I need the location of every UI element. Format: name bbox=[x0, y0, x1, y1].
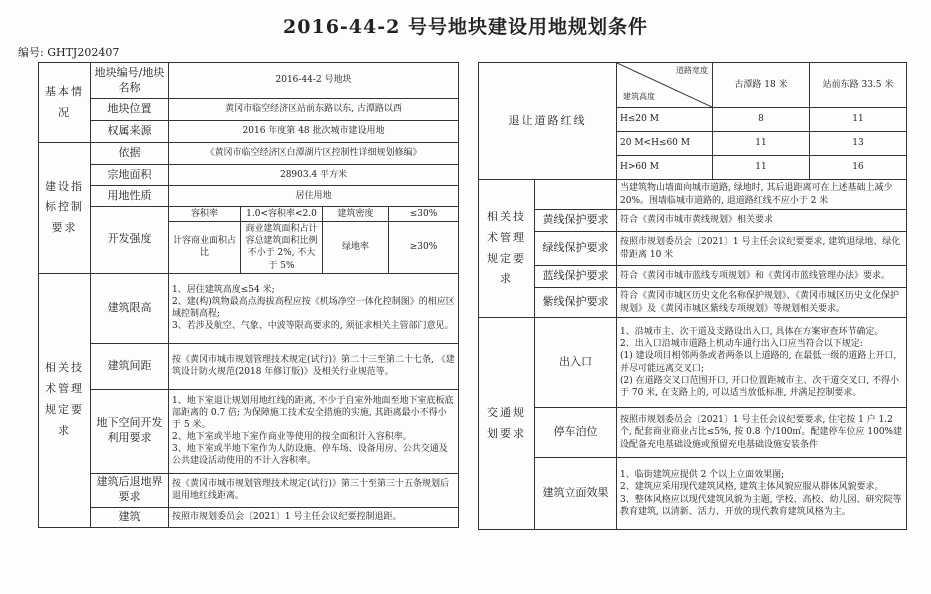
label-exit: 出入口 bbox=[535, 318, 617, 408]
road-col-guta: 古潭路 18 米 bbox=[713, 63, 810, 108]
value-source: 2016 年度第 48 批次城市建设用地 bbox=[169, 121, 459, 143]
label-parking: 停车泊位 bbox=[535, 408, 617, 458]
road-header-diagonal bbox=[617, 63, 713, 108]
document-title: 2016-44-2 号号地块建设用地规划条件 bbox=[283, 16, 648, 38]
label-height-limit: 建筑限高 bbox=[91, 273, 169, 343]
road-row-value: 13 bbox=[810, 132, 907, 156]
label-blue-line: 蓝线保护要求 bbox=[535, 266, 617, 288]
label-purple-line: 紫线保护要求 bbox=[535, 288, 617, 318]
value-setback: 按《黄冈市城市规划管理技术规定(试行)》第三十至第三十五条规划后退用地红线距离。 bbox=[169, 473, 459, 507]
label-block-no: 地块编号/地块名称 bbox=[91, 63, 169, 99]
road-col-zhanqian: 站前东路 33.5 米 bbox=[810, 63, 907, 108]
label-area: 宗地面积 bbox=[91, 165, 169, 186]
value-area: 28903.4 平方米 bbox=[169, 165, 459, 186]
section-related-right: 相关技术管理规定要求 bbox=[479, 180, 535, 318]
label-basis: 依据 bbox=[91, 143, 169, 165]
label-intensity: 开发强度 bbox=[91, 207, 169, 274]
label-location: 地块位置 bbox=[91, 99, 169, 121]
road-header-height: 建筑高度 bbox=[623, 92, 655, 102]
label-underground: 地下空间开发利用要求 bbox=[91, 389, 169, 473]
label-green-ratio: 绿地率 bbox=[323, 222, 389, 274]
label-use: 用地性质 bbox=[91, 186, 169, 207]
label-far: 容积率 bbox=[169, 207, 241, 222]
value-far: 1.0<容积率<2.0 bbox=[241, 207, 323, 222]
road-row-value: 16 bbox=[810, 156, 907, 180]
value-block-no: 2016-44-2 号地块 bbox=[169, 63, 459, 99]
value-green-ratio: ≥30% bbox=[389, 222, 459, 274]
label-density: 建筑密度 bbox=[323, 207, 389, 222]
road-row-value: 8 bbox=[713, 108, 810, 132]
value-yellow-line: 符合《黄冈市城市黄线规划》相关要求 bbox=[617, 210, 907, 232]
document-number: 编号: GHTJ202407 bbox=[18, 46, 120, 59]
label-yellow-line: 黄线保护要求 bbox=[535, 210, 617, 232]
left-table bbox=[38, 62, 459, 528]
road-row-value: 11 bbox=[713, 156, 810, 180]
value-density: ≤30% bbox=[389, 207, 459, 222]
road-header-width: 道路宽度 bbox=[676, 66, 708, 75]
blank-cell bbox=[535, 180, 617, 210]
label-facade: 建筑立面效果 bbox=[535, 458, 617, 530]
road-row-height: H>60 M bbox=[617, 156, 713, 180]
label-source: 权属来源 bbox=[91, 121, 169, 143]
section-related-left: 相关技术管理规定要求 bbox=[39, 273, 91, 527]
section-control: 建设指标控制要求 bbox=[39, 143, 91, 274]
value-purple-line: 符合《黄冈市城区历史文化名称保护规划》、《黄冈市城区历史文化保护规划》及《黄冈市城区紫线专项规划》等规划相关要求。 bbox=[617, 288, 907, 318]
value-exit: 1、沿城市主、次干道及支路设出入口, 具体在方案审查环节确定。 2、出入口沿城市道路上机动车通行出入口应当符合以下规定: (1) 建设项目相邻两条或者两条以上道路的, 在最低一级的道路上开口, 并尽可能远离交叉口; (2) 在道路交叉口范围开口, 开口位置距城市主、次干道交叉口, 不得小于 70 米, 在支路上的, 可以适当放低标准, 并满足控制要求。 bbox=[617, 318, 907, 408]
road-row-height: H≤20 M bbox=[617, 108, 713, 132]
road-row-value: 11 bbox=[713, 132, 810, 156]
label-spacing: 建筑间距 bbox=[91, 343, 169, 389]
road-row-value: 11 bbox=[810, 108, 907, 132]
road-note: 当建筑物山墙面向城市道路, 绿地时, 其后退距离可在上述基础上减少 20%。围墙临城市道路的, 退道路红线不应小于 2 米 bbox=[617, 180, 907, 210]
value-commercial: 商业建筑面积占计容总建筑面积比例不小于 2%, 不大于 5% bbox=[241, 222, 323, 274]
value-basis: 《黄冈市临空经济区白潭湖片区控制性详细规划修编》 bbox=[169, 143, 459, 165]
road-row-height: 20 M<H≤60 M bbox=[617, 132, 713, 156]
label-setback: 建筑后退地界要求 bbox=[91, 473, 169, 507]
label-build: 建筑 bbox=[91, 507, 169, 527]
label-road-setback: 退让道路红线 bbox=[479, 63, 617, 180]
section-traffic: 交通规划要求 bbox=[479, 318, 535, 530]
value-height-limit: 1、居住建筑高度≤54 米; 2、建(构)筑物最高点海拔高程应按《机场净空一体化控制图》的相应区域控制高程; 3、若涉及航空、气象、中波等限高要求的, 须征求相关主管部门意见。 bbox=[169, 273, 459, 343]
label-green-line: 绿线保护要求 bbox=[535, 232, 617, 266]
value-spacing: 按《黄冈市城市规划管理技术规定(试行)》第二十三至第二十七条, 《建筑设计防火规范(2018 年修订版)》及相关行业规范等。 bbox=[169, 343, 459, 389]
value-facade: 1、临街建筑应提供 2 个以上立面效果图; 2、建筑应采用现代建筑风格, 建筑主体风貌应服从群体风貌要求。 3、整体风格应以现代建筑风貌为主题, 学校、高校、幼儿园、研究院等教育建筑, 以清新、活力、开放的现代教育建筑风格为主。 bbox=[617, 458, 907, 530]
value-location: 黄冈市临空经济区站前东路以东, 古潭路以西 bbox=[169, 99, 459, 121]
value-build: 按照市规划委员会〔2021〕1 号主任会议纪要控制退距。 bbox=[169, 507, 459, 527]
value-blue-line: 符合《黄冈市城市蓝线专项规划》和《黄冈市蓝线管理办法》要求。 bbox=[617, 266, 907, 288]
value-green-line: 按照市规划委员会〔2021〕1 号主任会议纪要要求, 建筑退绿地、绿化带距离 10 米 bbox=[617, 232, 907, 266]
section-basic: 基本情况 bbox=[39, 63, 91, 143]
right-table bbox=[478, 62, 907, 530]
value-underground: 1、地下室退让规划用地红线的距离, 不少于自室外地面至地下室底板底 部距离的 0.7 倍; 为保障施工技术安全措施的实施, 其距离最小不得小于 5 米。 2、地下室或半地下室作商业等使用的按全面积计入容积率。 3、地下室或半地下室作为人防设施、停车场、设备用房、公共交通及公共建设活动使用的不计入容积率。 bbox=[169, 389, 459, 473]
value-parking: 按照市规划委员会〔2021〕1 号主任会议纪要要求, 住宅按 1 户 1.2 个, 配套商业商业占比≤5%, 按 0.8 个/100㎡。配建停车位应 100%建设配备充电基础设施或预留充电基础设施安装条件 bbox=[617, 408, 907, 458]
label-commercial: 计容商业面积占比 bbox=[169, 222, 241, 274]
value-use: 居住用地 bbox=[169, 186, 459, 207]
